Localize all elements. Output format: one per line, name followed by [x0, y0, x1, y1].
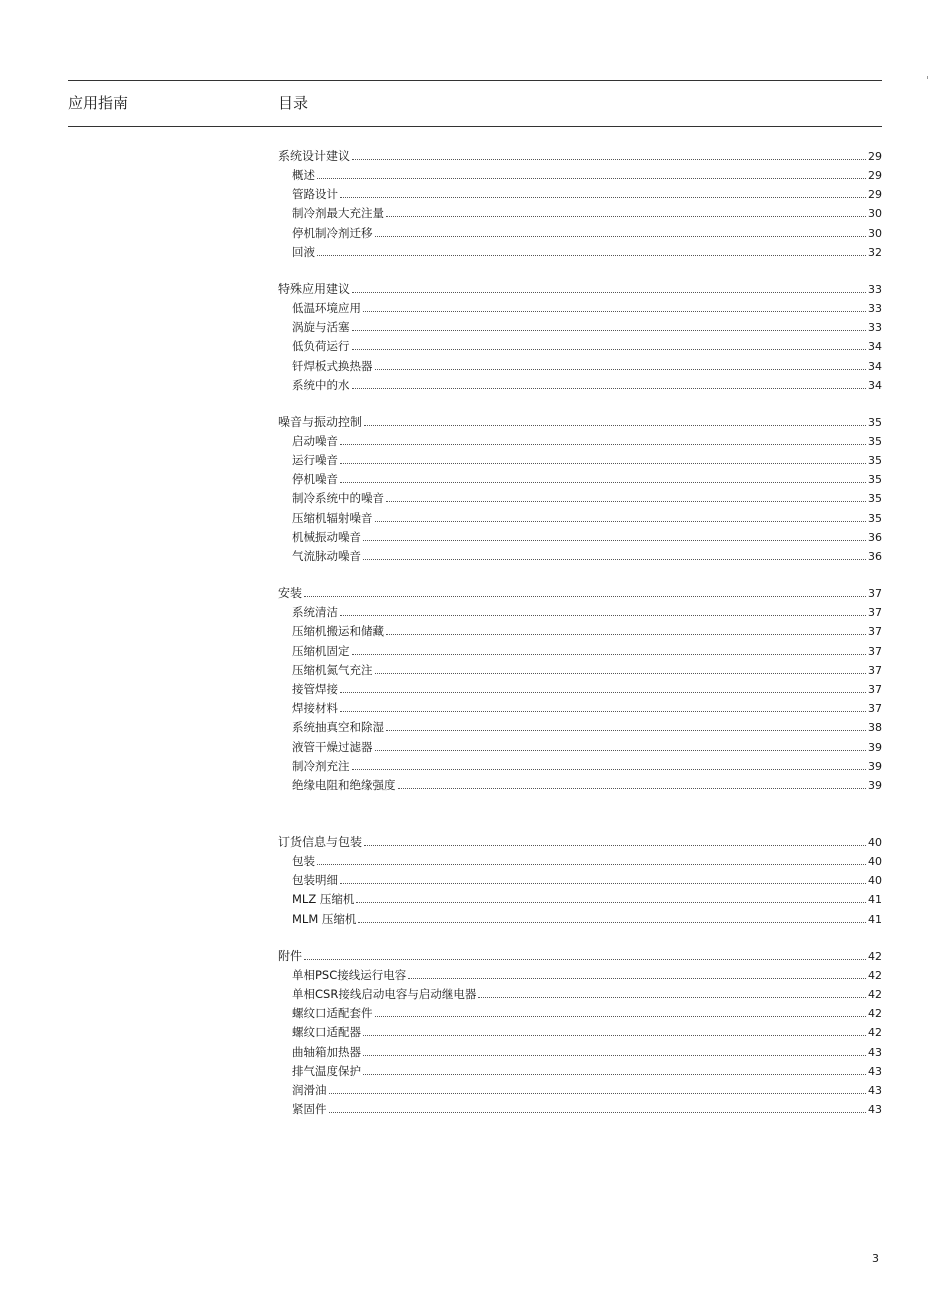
toc-page-number: 34: [868, 340, 882, 354]
toc-entry[interactable]: [278, 337, 882, 356]
dot-leader: [340, 882, 866, 884]
toc-entry-label: 焊接材料: [292, 701, 338, 716]
toc-entry-label: 系统清洁: [292, 605, 338, 620]
dot-leader: [352, 329, 867, 331]
toc-page-number: 29: [868, 169, 882, 182]
dot-leader: [364, 424, 866, 426]
toc-entry-label: 润滑油: [292, 1082, 327, 1097]
toc-entry-label: 气流脉动噪音: [292, 549, 361, 563]
section-gap: [278, 795, 882, 832]
toc-entry-label: 运行噪音: [292, 453, 338, 468]
toc-section-heading[interactable]: [278, 412, 882, 432]
dot-leader: [375, 749, 867, 751]
toc-entry[interactable]: [278, 910, 882, 929]
toc-page-number: 42: [868, 968, 882, 982]
toc-entry-label: 制冷剂充注: [292, 758, 350, 773]
dot-leader: [340, 196, 866, 198]
toc-entry[interactable]: [278, 243, 882, 262]
toc-page-number: 36: [868, 530, 882, 544]
toc-section-heading[interactable]: [278, 146, 882, 166]
guide-title: 应用指南: [68, 94, 129, 112]
toc-page-number: 35: [868, 492, 882, 506]
toc-entry[interactable]: [278, 318, 882, 337]
toc-entry[interactable]: [278, 1100, 882, 1119]
page-heading: 目录: [278, 94, 309, 112]
toc-page-number: 36: [868, 550, 882, 563]
toc-page-number: 42: [868, 949, 882, 963]
toc-entry[interactable]: [278, 224, 882, 243]
toc-entry-label: 管路设计: [292, 187, 338, 202]
dot-leader: [358, 921, 866, 923]
dot-leader: [340, 462, 866, 464]
dot-leader: [364, 844, 866, 846]
toc-entry-label: 包装: [292, 854, 315, 869]
toc-entry[interactable]: [278, 528, 882, 547]
toc-entry-label: 螺纹口适配套件: [292, 1006, 373, 1021]
dot-leader: [363, 539, 866, 541]
toc-entry[interactable]: [278, 470, 882, 489]
header-top-rule: [68, 80, 882, 81]
toc-entry[interactable]: [278, 1043, 882, 1062]
toc-entry-label: 螺纹口适配器: [292, 1025, 361, 1040]
toc-entry[interactable]: [278, 451, 882, 470]
toc-entry-label: 钎焊板式换热器: [292, 358, 373, 373]
toc-page-number: 43: [868, 1083, 882, 1097]
toc-page-number: 40: [868, 855, 882, 869]
toc-page-number: 43: [868, 1064, 882, 1078]
toc-section: [278, 279, 882, 395]
toc-entry[interactable]: [278, 166, 882, 185]
toc-entry[interactable]: [278, 871, 882, 890]
toc-section-heading[interactable]: [278, 946, 882, 966]
toc-entry-label: 停机噪音: [292, 472, 338, 487]
dot-leader: [352, 158, 866, 160]
toc-page-number: 30: [868, 207, 882, 221]
dot-leader: [352, 768, 867, 770]
toc-section: [278, 946, 882, 1120]
dot-leader: [329, 1111, 867, 1113]
header-bottom-rule: [68, 126, 882, 127]
dot-leader: [375, 1015, 867, 1017]
toc-entry-label: 停机制冷剂迁移: [292, 225, 373, 240]
dot-leader: [356, 901, 866, 903]
dot-leader: [340, 443, 866, 445]
toc-entry-label: 低温环境应用: [292, 300, 361, 315]
toc-entry[interactable]: [278, 661, 882, 680]
toc-entry[interactable]: [278, 204, 882, 223]
dot-leader: [375, 368, 867, 370]
toc-page-number: 37: [868, 682, 882, 696]
toc-entry[interactable]: [278, 985, 882, 1004]
dot-leader: [352, 387, 867, 389]
toc-page-number: 39: [868, 740, 882, 754]
toc-section-heading[interactable]: [278, 583, 882, 603]
toc-page-number: 29: [868, 150, 882, 163]
toc-entry[interactable]: [278, 699, 882, 718]
toc-page-number: 35: [868, 454, 882, 468]
toc-entry-label: 压缩机氮气充注: [292, 662, 373, 677]
toc-entry[interactable]: [278, 1023, 882, 1042]
toc-section-title: 附件: [278, 948, 303, 963]
toc-entry-label: 压缩机固定: [292, 643, 350, 658]
toc-page-number: 40: [868, 836, 882, 850]
dot-leader: [386, 215, 866, 217]
dot-leader: [352, 291, 866, 293]
toc-entry[interactable]: [278, 603, 882, 622]
toc-entry[interactable]: [278, 1062, 882, 1081]
toc-entry-label: 回液: [292, 244, 315, 259]
toc-page-number: 34: [868, 359, 882, 373]
dot-leader: [363, 1054, 866, 1056]
toc-entry[interactable]: [278, 852, 882, 871]
toc-page-number: 33: [868, 321, 882, 335]
toc-page-number: 37: [868, 587, 882, 601]
toc-page-number: 33: [868, 301, 882, 315]
toc-entry[interactable]: [278, 489, 882, 508]
dot-leader: [386, 633, 866, 635]
toc-entry[interactable]: [278, 718, 882, 737]
toc-page-number: 33: [868, 282, 882, 296]
toc-entry-label: 液管干燥过滤器: [292, 739, 373, 754]
dot-leader: [352, 653, 867, 655]
dot-leader: [352, 348, 867, 350]
toc-page-number: 38: [868, 721, 882, 735]
toc-page-number: 37: [868, 644, 882, 658]
toc-entry[interactable]: [278, 680, 882, 699]
toc-entry[interactable]: [278, 966, 882, 985]
dot-leader: [340, 614, 866, 616]
section-gap: [278, 566, 882, 583]
toc-entry-label: 制冷系统中的噪音: [292, 491, 384, 506]
dot-leader: [478, 996, 866, 998]
dot-leader: [375, 235, 867, 237]
toc-entry[interactable]: [278, 738, 882, 757]
toc-entry-label: 压缩机辐射噪音: [292, 510, 373, 525]
toc-page-number: 40: [868, 874, 882, 888]
toc-entry[interactable]: [278, 299, 882, 318]
toc-entry[interactable]: [278, 757, 882, 776]
dot-leader: [304, 958, 866, 960]
toc-entry[interactable]: [278, 547, 882, 566]
dot-leader: [329, 1092, 867, 1094]
dot-leader: [386, 729, 866, 731]
toc-entry-label: 绝缘电阻和绝缘强度: [292, 777, 396, 792]
toc-section: [278, 412, 882, 566]
toc-page-number: 30: [868, 226, 882, 240]
dot-leader: [386, 500, 866, 502]
toc-page-number: 41: [868, 893, 882, 907]
section-gap: [278, 395, 882, 412]
dot-leader: [317, 254, 866, 256]
toc-entry-label: 涡旋与活塞: [292, 320, 350, 335]
toc-page-number: 35: [868, 511, 882, 525]
toc-entry-label: 曲轴箱加热器: [292, 1044, 361, 1059]
dot-leader: [408, 977, 866, 979]
toc-entry-label: 紧固件: [292, 1102, 327, 1117]
toc-section-title: 系统设计建议: [278, 149, 351, 163]
toc-entry-label: 系统中的水: [292, 377, 350, 392]
section-gap: [278, 929, 882, 946]
toc-page-number: 39: [868, 778, 882, 792]
toc-page-number: 37: [868, 702, 882, 716]
toc-entry[interactable]: [278, 1081, 882, 1100]
dot-leader: [398, 787, 867, 789]
toc-page-number: 37: [868, 606, 882, 620]
dot-leader: [363, 310, 866, 312]
toc-page-number: 42: [868, 988, 882, 1001]
toc-page-number: 42: [868, 1007, 882, 1021]
toc-page-number: 35: [868, 473, 882, 487]
toc-section-heading[interactable]: [278, 832, 882, 852]
toc-entry-label: 启动噪音: [292, 433, 338, 448]
dot-leader: [340, 691, 866, 693]
toc-section-title: 特殊应用建议: [278, 281, 351, 296]
toc-entry-label: MLM 压缩机: [292, 911, 357, 926]
dot-leader: [375, 672, 867, 674]
toc-page-number: 35: [868, 415, 882, 429]
toc-entry-label: 机械振动噪音: [292, 529, 361, 544]
toc-entry-label: 单相PSC接线运行电容: [292, 967, 407, 982]
toc-section-title: 订货信息与包装: [278, 835, 363, 850]
toc-entry-label: 概述: [292, 168, 315, 182]
toc-entry[interactable]: [278, 376, 882, 395]
toc-section-heading[interactable]: [278, 279, 882, 299]
toc-entry-label: 接管焊接: [292, 681, 338, 696]
toc-entry-label: 压缩机搬运和储藏: [292, 624, 384, 639]
dot-leader: [363, 1034, 866, 1036]
toc-entry[interactable]: [278, 642, 882, 661]
dot-leader: [317, 177, 866, 179]
toc-section-title: 安装: [278, 586, 303, 601]
toc-entry-label: MLZ 压缩机: [292, 892, 355, 907]
toc-entry[interactable]: [278, 1004, 882, 1023]
toc-entry[interactable]: [278, 890, 882, 909]
toc-page-number: 37: [868, 625, 882, 639]
toc-entry-label: 低负荷运行: [292, 339, 350, 354]
toc-entry-label: 包装明细: [292, 873, 338, 888]
toc-entry[interactable]: [278, 622, 882, 641]
toc-section: [278, 583, 882, 795]
toc-page-number: 35: [868, 434, 882, 448]
toc-entry-label: 单相CSR接线启动电容与启动继电器: [292, 987, 477, 1001]
toc-entry-label: 排气温度保护: [292, 1063, 361, 1078]
dot-leader: [304, 595, 866, 597]
toc-entry[interactable]: [278, 432, 882, 451]
toc-section: [278, 146, 882, 262]
toc-page-number: 29: [868, 188, 882, 202]
dot-leader: [317, 863, 866, 865]
dot-leader: [375, 520, 867, 522]
toc-entry[interactable]: [278, 357, 882, 376]
dot-leader: [340, 710, 866, 712]
toc-page-number: 43: [868, 1045, 882, 1059]
toc-entry-label: 系统抽真空和除湿: [292, 720, 384, 735]
toc-section: [278, 832, 882, 929]
toc-entry-label: 制冷剂最大充注量: [292, 206, 384, 221]
toc-page-number: 37: [868, 663, 882, 677]
toc-page-number: 39: [868, 759, 882, 773]
toc-entry[interactable]: [278, 509, 882, 528]
toc-entry[interactable]: [278, 776, 882, 795]
table-of-contents: [278, 146, 882, 1119]
dot-leader: [363, 1073, 866, 1075]
toc-section-title: 噪音与振动控制: [278, 414, 363, 429]
toc-page-number: 32: [868, 245, 882, 259]
corner-mark: [927, 76, 928, 79]
toc-page-number: 43: [868, 1103, 882, 1117]
dot-leader: [363, 558, 866, 560]
toc-page-number: 42: [868, 1026, 882, 1040]
dot-leader: [340, 481, 866, 483]
toc-page-number: 41: [868, 912, 882, 926]
section-gap: [278, 262, 882, 279]
page-number: 3: [872, 1252, 879, 1265]
toc-entry[interactable]: [278, 185, 882, 204]
toc-page-number: 34: [868, 378, 882, 392]
